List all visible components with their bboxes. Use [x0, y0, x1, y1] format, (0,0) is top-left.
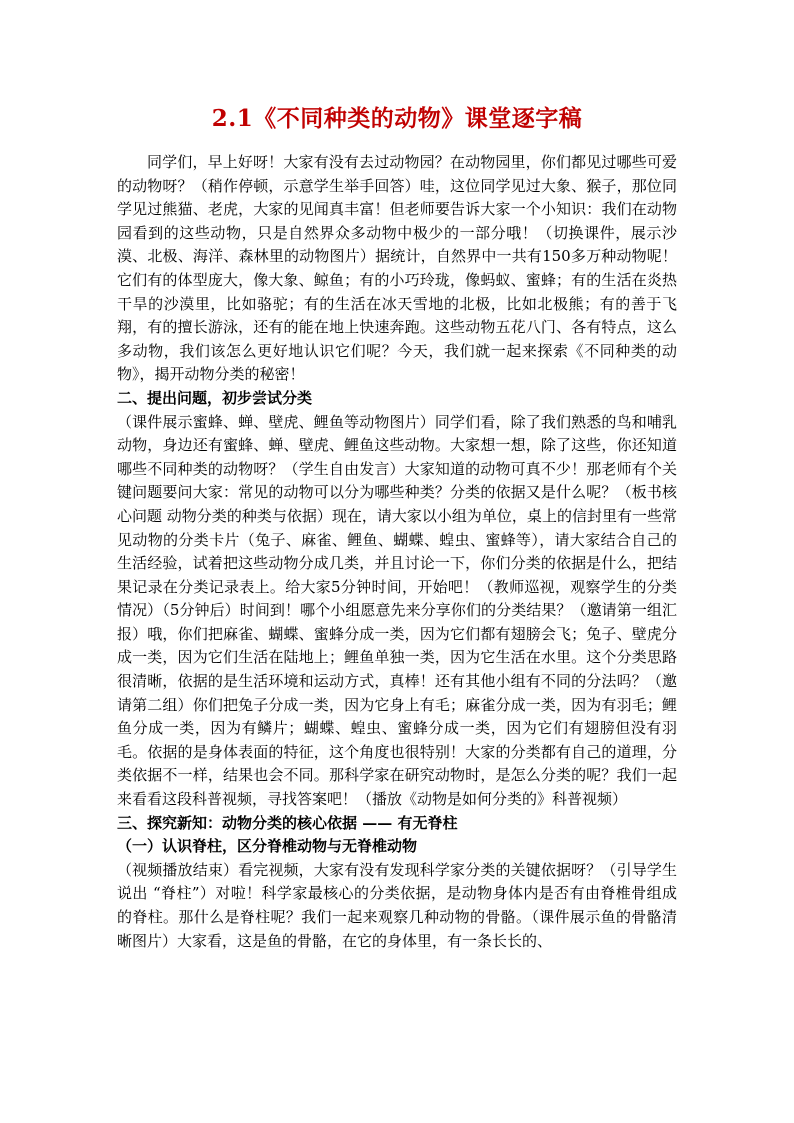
paragraph-spine: （视频播放结束）看完视频，大家有没有发现科学家分类的关键依据呀？（引导学生说出 “脊柱”）对啦！科学家最核心的分类依据，是动物身体内是否有由脊椎骨组成的脊柱。那什么是脊柱呢？我们一起来观察几种动物的骨骼。（课件展示鱼的骨骼清晰图片）大家看，这是鱼的骨骼，在它的身体里，有一条长长的、: [117, 860, 677, 950]
paragraph-classification: （课件展示蜜蜂、蝉、壁虎、鲤鱼等动物图片）同学们看，除了我们熟悉的鸟和哺乳动物，身边还有蜜蜂、蝉、壁虎、鲤鱼这些动物。大家想一想，除了这些，你还知道哪些不同种类的动物呀？（学生自由发言）大家知道的动物可真不少！那老师有个关键问题要问大家：常见的动物可以分为哪些种类？分类的依据又是什么呢？（板书核心问题 动物分类的种类与依据）现在，请大家以小组为单位，桌上的信封里有一些常见动物的分类卡片（兔子、麻雀、鲤鱼、蝴蝶、蝗虫、蜜蜂等），请大家结合自己的生活经验，试着把这些动物分成几类，并且讨论一下，你们分类的依据是什么，把结果记录在分类记录表上。给大家5分钟时间，开始吧！（教师巡视，观察学生的分类情况）（5分钟后）时间到！哪个小组愿意先来分享你们的分类结果？（邀请第一组汇报）哦，你们把麻雀、蝴蝶、蜜蜂分成一类，因为它们都有翅膀会飞；兔子、壁虎分成一类，因为它们生活在陆地上；鲤鱼单独一类，因为它生活在水里。这个分类思路很清晰，依据的是生活环境和运动方式，真棒！还有其他小组有不同的分法吗？（邀请第二组）你们把兔子分成一类，因为它身上有毛；麻雀分成一类，因为有羽毛；鲤鱼分成一类，因为有鳞片；蝴蝶、蝗虫、蜜蜂分成一类，因为它们有翅膀但没有羽毛。依据的是身体表面的特征，这个角度也很特别！大家的分类都有自己的道理，分类依据不一样，结果也会不同。那科学家在研究动物时，是怎么分类的呢？我们一起来看看这段科普视频，寻找答案吧！（播放《动物是如何分类的》科普视频）: [117, 412, 677, 809]
document-title: 2.1《不同种类的动物》课堂逐字稿: [211, 105, 583, 132]
section-heading-3: 三、探究新知：动物分类的核心依据 —— 有无脊柱: [117, 813, 458, 832]
subsection-heading-1: （一）认识脊柱，区分脊椎动物与无脊椎动物: [117, 837, 418, 856]
section-heading-2: 二、提出问题，初步尝试分类: [117, 388, 313, 407]
document-body: [117, 151, 677, 953]
paragraph-intro: 同学们，早上好呀！大家有没有去过动物园？在动物园里，你们都见过哪些可爱的动物呀？（稍作停顿，示意学生举手回答）哇，这位同学见过大象、猴子，那位同学见过熊猫、老虎，大家的见闻真丰富！但老师要告诉大家一个小知识：我们在动物园看到的这些动物，只是自然界众多动物中极少的一部分哦！（切换课件，展示沙漠、北极、海洋、森林里的动物图片）据统计，自然界中一共有150多万种动物呢！它们有的体型庞大，像大象、鲸鱼；有的小巧玲珑，像蚂蚁、蜜蜂；有的生活在炎热干旱的沙漠里，比如骆驼；有的生活在冰天雪地的北极，比如北极熊；有的善于飞翔，有的擅长游泳，还有的能在地上快速奔跑。这些动物五花八门、各有特点，这么多动物，我们该怎么更好地认识它们呢？今天，我们就一起来探索《不同种类的动物》，揭开动物分类的秘密！: [117, 153, 677, 384]
